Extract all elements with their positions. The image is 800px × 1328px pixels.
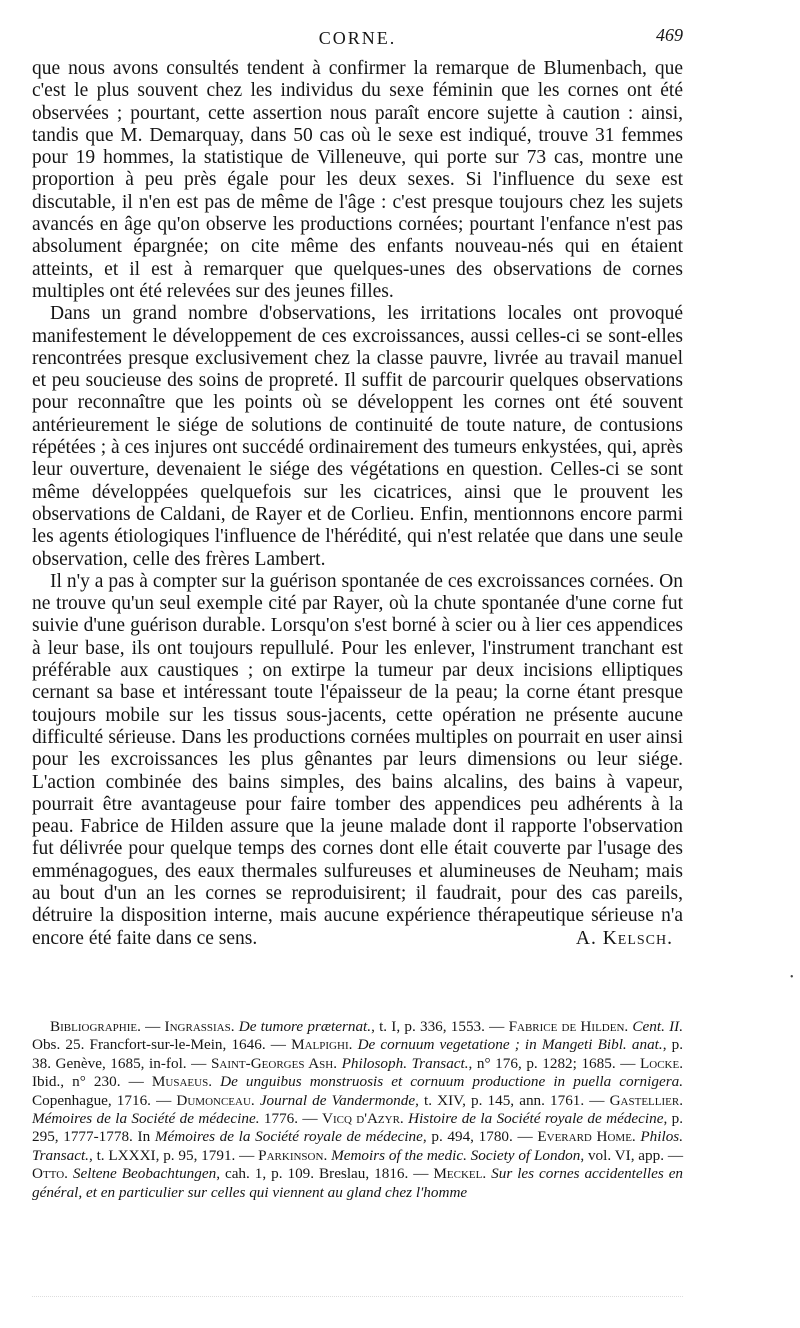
- biblio-text: , p. 494, 1780. —: [422, 1128, 538, 1146]
- biblio-author: Parkinson.: [258, 1146, 328, 1164]
- running-header: [32, 25, 683, 55]
- biblio-author: Dumonceau.: [176, 1091, 255, 1109]
- biblio-title: Philosoph. Transact.: [341, 1054, 469, 1072]
- biblio-text: , t. LXXXI, p. 95, 1791. —: [88, 1146, 259, 1164]
- author-signature: A. Kelsch.: [575, 927, 673, 949]
- biblio-text: , p. 295, 1777-1778. In: [32, 1110, 684, 1146]
- biblio-author: Locke.: [639, 1054, 683, 1072]
- margin-speck: •: [790, 972, 794, 983]
- biblio-title: De unguibus monstruosis et cornuum productione in puella cornigera.: [220, 1073, 683, 1091]
- biblio-text: , t. I, p. 336, 1553. —: [371, 1018, 509, 1035]
- biblio-title: Memoirs of the medic. Society of London: [331, 1146, 581, 1164]
- biblio-author: Otto.: [32, 1165, 68, 1183]
- biblio-title: Journal de Vandermonde: [259, 1091, 416, 1109]
- biblio-title: Cent. II.: [632, 1018, 684, 1035]
- biblio-text: , vol. VI, app. —: [580, 1146, 684, 1164]
- page-number: 469: [656, 25, 683, 45]
- biblio-author: Musaeus.: [151, 1073, 212, 1091]
- paragraph-continuation: que nous avons consultés tendent à confirmer la remarque de Blumenbach, que c'est le plus souvent chez les individus du sexe féminin que les cornes ont été observées ; pourtant, cette assertion nous paraît encore sujette à caution : ainsi, tandis que M. Demarquay, dans 50 cas où le sexe est indiqué, trouve 31 femmes pour 19 hommes, la statistique de Villeneuve, qui porte sur 73 cas, montre une proportion à peu près égale pour les deux sexes. Si l'influence du sexe est discutable, il n'en est pas de même de l'âge : c'est presque toujours chez les sujets avancés en âge qu'on observe les productions cornées; pourtant l'enfance n'est pas absolument épargnée; on cite même des enfants nouveau-nés qui en étaient atteints, et il est à remarquer que quelques-unes des observations de cornes multiples ont été relevées sur des jeunes filles.: [32, 58, 683, 302]
- biblio-author: Saint-Georges Ash.: [210, 1054, 338, 1072]
- biblio-text: , p. 38. Genève, 1685, in-fol. —: [32, 1036, 684, 1072]
- biblio-author: Meckel.: [433, 1165, 487, 1183]
- biblio-author: Vicq d'Azyr.: [322, 1110, 404, 1128]
- biblio-title: Mémoires de la Société royale de médecine: [154, 1128, 423, 1146]
- biblio-text: , cah. 1, p. 109. Breslau, 1816. —: [216, 1165, 434, 1183]
- biblio-title: De tumore præternat.: [238, 1018, 372, 1035]
- biblio-author: Everard Home.: [537, 1128, 636, 1146]
- paragraph-etiology: Dans un grand nombre d'observations, les irritations locales ont provoqué manifestement le développement de ces excroissances, aussi celles-ci se sont-elles rencontrées presque exclusivement chez la classe pauvre, livrée au travail manuel et peu soucieuse des soins de propreté. Il suffit de parcourir quelques observations pour reconnaître que les points où se développent les cornes ont été souvent antérieurement le siége de solutions de continuité de toute nature, de contusions répétées ; à ces injures ont succédé ordinairement des tumeurs enkystées, qui, après leur ouverture, devenaient le siége des végétations en question. Celles-ci se sont même développées quelquefois sur les cicatrices, ainsi que le prouvent les observations de Caldani, de Rayer et de Corlieu. Enfin, mentionnons encore parmi les agents étiologiques l'influence de l'hérédité, qui n'est relatée que dans une seule observation, celle des frères Lambert.: [32, 303, 683, 570]
- bibliography: [32, 1018, 683, 1202]
- biblio-author: Bibliographie.: [50, 1018, 141, 1035]
- biblio-title: Histoire de la Société royale de médecine: [408, 1110, 664, 1128]
- biblio-title: Seltene Beobachtungen: [72, 1165, 217, 1183]
- biblio-title: Sur les cornes accidentelles en général, et en particulier sur celles qui viennent au gland chez l'homme: [32, 1165, 684, 1201]
- biblio-text: , t. XIV, p. 145, ann. 1761. —: [415, 1091, 610, 1109]
- biblio-title: Mémoires de la Société de médecine.: [32, 1110, 260, 1128]
- biblio-title: De cornuum vegetatione ; in Mangeti Bibl. anat.: [357, 1036, 663, 1054]
- biblio-title: Philos. Transact.: [32, 1128, 684, 1164]
- biblio-text: Obs. 25. Francfort-sur-le-Mein, 1646. —: [32, 1036, 292, 1054]
- biblio-text: Copenhague, 1716. —: [32, 1091, 177, 1109]
- biblio-author: Malpighi.: [291, 1036, 353, 1054]
- paragraph-treatment-text: Il n'y a pas à compter sur la guérison spontanée de ces excroissances cornées. On ne trouve qu'un seul exemple cité par Rayer, où la chute spontanée d'une corne fut suivie d'une guérison durable. Lorsqu'on s'est borné à scier ou à lier ces appendices à leur base, ils ont toujours repullulé. Pour les enlever, l'instrument tranchant est préférable aux caustiques ; on extirpe la tumeur par deux incisions elliptiques cernant sa base et intéressant toute l'épaisseur de la peau; la corne étant presque toujours mobile sur les tissus sous-jacents, cette opération ne présente aucune difficulté sérieuse. Dans les productions cornées multiples on pourrait en user ainsi pour les excroissances les plus gênantes par leurs dimensions ou leur siége. L'action combinée des bains simples, des bains alcalins, des bains à vapeur, pourrait être avantageuse pour faire tomber des appendices peu adhérents à la peau. Fabrice de Hilden assure que la jeune malade dont il rapporte l'observation fut délivrée pour quelque temps des cornes dont elle était couverte par l'usage des emménagogues, des eaux thermales sulfureuses et alumineuses de Neuham; mais au bout d'un an les cornes se reproduisirent; il faudrait, pour des cas pareils, détruire la disposition interne, mais aucune expérience thérapeutique sérieuse n'a encore été faite dans ce sens.: [32, 570, 683, 949]
- biblio-author: Fabrice de Hilden.: [508, 1018, 629, 1035]
- biblio-text: —: [140, 1018, 165, 1035]
- biblio-text: Ibid., n° 230. —: [32, 1073, 152, 1091]
- biblio-text: [212, 1073, 220, 1090]
- biblio-text: , n° 176, p. 1282; 1685. —: [468, 1054, 640, 1072]
- biblio-text: 1776. —: [259, 1110, 322, 1128]
- body-text: [32, 58, 683, 950]
- bottom-edge-noise: [32, 1296, 683, 1301]
- paragraph-treatment: [32, 571, 683, 950]
- biblio-author: Gastellier.: [609, 1091, 684, 1109]
- running-title: CORNE.: [318, 28, 397, 48]
- biblio-author: Ingrassias.: [164, 1018, 235, 1035]
